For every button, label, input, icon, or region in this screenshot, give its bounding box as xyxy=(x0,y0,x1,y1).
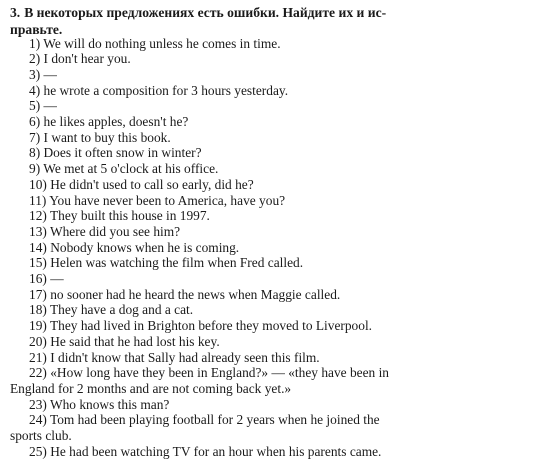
sentence-item xyxy=(10,412,430,443)
sentence-item xyxy=(10,444,430,460)
sentence-number: 15) xyxy=(29,255,47,271)
sentence-number: 20) xyxy=(29,333,47,349)
sentence-number: 21) xyxy=(29,349,47,365)
sentence-item xyxy=(10,224,430,240)
sentence-text: Tom had been playing football for 2 years when he joined the xyxy=(49,412,380,428)
sentence-item xyxy=(10,83,430,99)
sentence-text: You have never been to America, have you? xyxy=(49,192,286,208)
sentence-item xyxy=(10,365,430,396)
sentence-text: Nobody knows when he is coming. xyxy=(50,239,240,255)
sentence-text: — xyxy=(43,66,57,82)
sentence-item xyxy=(10,161,430,177)
sentence-text: no sooner had he heard the news when Maggie called. xyxy=(50,286,341,302)
sentence-number: 16) xyxy=(29,271,47,287)
sentence-item xyxy=(10,36,430,52)
sentence-number: 4) xyxy=(29,82,41,98)
sentence-item xyxy=(10,177,430,193)
sentence-item xyxy=(10,145,430,161)
sentence-number: 10) xyxy=(29,176,47,192)
sentence-text: I don't hear you. xyxy=(43,51,131,67)
sentence-number: 22) xyxy=(29,365,47,381)
sentence-number: 3) xyxy=(29,66,41,82)
sentence-text: We will do nothing unless he comes in time. xyxy=(43,35,281,51)
sentence-item xyxy=(10,130,430,146)
sentence-item xyxy=(10,255,430,271)
sentence-item xyxy=(10,208,430,224)
exercise-instruction-line2: правьте. xyxy=(10,22,63,37)
sentence-text: Who knows this man? xyxy=(49,396,170,412)
sentence-number: 23) xyxy=(29,396,47,412)
sentence-text: They built this house in 1997. xyxy=(49,208,210,224)
sentence-number: 6) xyxy=(29,114,41,130)
sentence-item xyxy=(10,98,430,114)
sentence-number: 7) xyxy=(29,129,41,145)
sentence-number: 11) xyxy=(29,192,47,208)
sentence-item xyxy=(10,114,430,130)
sentence-number: 19) xyxy=(29,318,47,334)
sentence-item xyxy=(10,240,430,256)
sentence-item xyxy=(10,318,430,334)
sentence-text: he wrote a composition for 3 hours yesterday. xyxy=(43,82,289,98)
sentence-number: 13) xyxy=(29,223,47,239)
sentence-number: 18) xyxy=(29,302,47,318)
sentence-text: Does it often snow in winter? xyxy=(43,145,202,161)
sentence-text: He said that he had lost his key. xyxy=(50,333,220,349)
sentence-text: They had lived in Brighton before they moved to Liverpool. xyxy=(49,318,373,334)
sentence-number: 14) xyxy=(29,239,47,255)
sentence-item xyxy=(10,334,430,350)
sentence-number: 1) xyxy=(29,35,41,51)
sentence-text: He had been watching TV for an hour when his parents came. xyxy=(50,443,382,459)
sentence-text: «How long have they been in England?» — «they have been in xyxy=(50,365,389,381)
exercise-heading xyxy=(10,4,430,38)
sentence-text: They have a dog and a cat. xyxy=(49,302,194,318)
sentence-number: 17) xyxy=(29,286,47,302)
sentence-text: he likes apples, doesn't he? xyxy=(43,114,189,130)
sentence-continuation: England for 2 months and are not coming back yet.» xyxy=(10,380,292,396)
sentence-list xyxy=(10,36,430,460)
sentence-number: 2) xyxy=(29,51,41,67)
sentence-item xyxy=(10,51,430,67)
sentence-number: 9) xyxy=(29,161,41,177)
sentence-number: 8) xyxy=(29,145,41,161)
sentence-text: We met at 5 o'clock at his office. xyxy=(43,161,219,177)
sentence-number: 24) xyxy=(29,412,47,428)
sentence-item xyxy=(10,397,430,413)
sentence-text: He didn't used to call so early, did he? xyxy=(50,176,254,192)
sentence-number: 5) xyxy=(29,98,41,114)
sentence-item xyxy=(10,67,430,83)
exercise-instruction-line1: В некоторых предложениях есть ошибки. Найдите их и ис- xyxy=(24,5,387,20)
sentence-item xyxy=(10,302,430,318)
sentence-number: 25) xyxy=(29,443,47,459)
exercise-number: 3. xyxy=(10,5,21,20)
sentence-text: I want to buy this book. xyxy=(43,129,171,145)
sentence-continuation: sports club. xyxy=(10,428,72,444)
sentence-text: — xyxy=(43,98,57,114)
sentence-text: I didn't know that Sally had already seen this film. xyxy=(50,349,320,365)
sentence-item xyxy=(10,271,430,287)
sentence-number: 12) xyxy=(29,208,47,224)
sentence-text: Where did you see him? xyxy=(49,223,181,239)
sentence-item xyxy=(10,193,430,209)
sentence-text: — xyxy=(50,271,64,287)
sentence-item xyxy=(10,350,430,366)
sentence-text: Helen was watching the film when Fred called. xyxy=(50,255,304,271)
sentence-item xyxy=(10,287,430,303)
